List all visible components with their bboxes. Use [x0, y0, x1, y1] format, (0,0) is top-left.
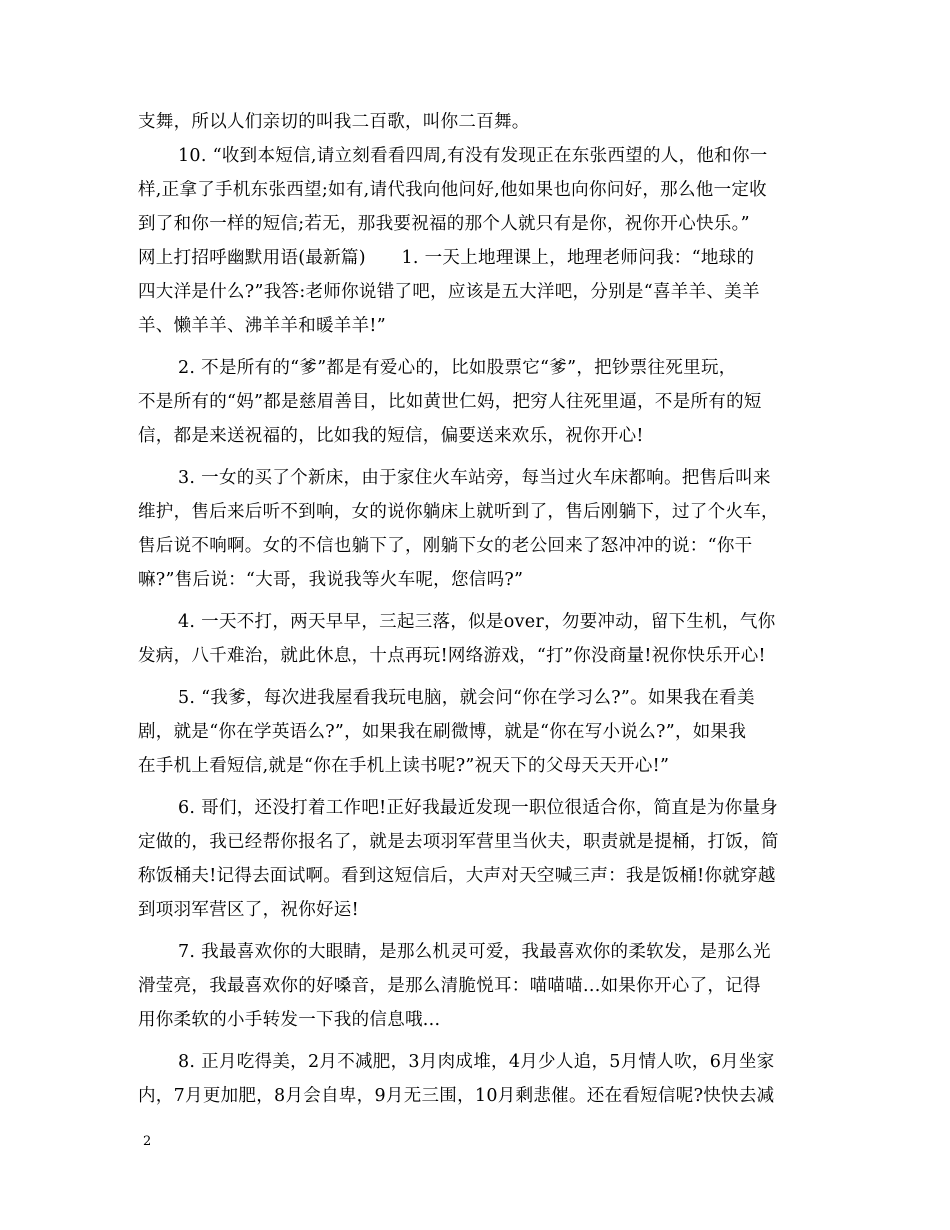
text-line: 羊、懒羊羊、沸羊羊和暖羊羊!” — [138, 316, 386, 336]
text-line: 到项羽军营区了，祝你好运! — [138, 900, 359, 920]
text-line: 5. “我爹，每次进我屋看我玩电脑，就会问“你在学习么?”。如果我在看美 — [178, 688, 755, 708]
text-line: 四大洋是什么?”我答:老师你说错了吧，应该是五大洋吧，分别是“喜羊羊、美羊 — [138, 282, 760, 302]
text-line: 不是所有的“妈”都是慈眉善目，比如黄世仁妈，把穷人往死里逼，不是所有的短 — [138, 392, 762, 412]
text-line: 维护，售后来后听不到响，女的说你躺床上就听到了，售后刚躺下，过了个火车， — [138, 502, 779, 522]
text-line: 内，7月更加肥，8月会自卑，9月无三围，10月剩悲催。还在看短信呢?快快去减 — [138, 1086, 775, 1106]
text-line: 定做的，我已经帮你报名了，就是去项羽军营里当伙夫，职责就是提桶，打饭，简 — [138, 832, 779, 852]
text-line: 3. 一女的买了个新床，由于家住火车站旁，每当过火车床都响。把售后叫来 — [178, 468, 771, 488]
text-line: 4. 一天不打，两天早早，三起三落，似是over，勿要冲动，留下生机，气你 — [178, 612, 776, 632]
text-line: 滑莹亮，我最喜欢你的好嗓音，是那么清脆悦耳：喵喵喵...如果你开心了，记得 — [138, 976, 761, 996]
text-line: 10. “收到本短信,请立刻看看四周,有没有发现正在东张西望的人，他和你一 — [178, 146, 768, 166]
text-line: 7. 我最喜欢你的大眼睛，是那么机灵可爱，我最喜欢你的柔软发，是那么光 — [178, 942, 771, 962]
text-line: 剧，就是“你在学英语么?”，如果我在刷微博，就是“你在写小说么?”，如果我 — [138, 722, 747, 742]
text-line: 用你柔软的小手转发一下我的信息哦... — [138, 1010, 441, 1030]
text-line: 发病，八千难治，就此休息，十点再玩!网络游戏，“打”你没商量!祝你快乐开心! — [138, 646, 766, 666]
text-line: 样,正拿了手机东张西望;如有,请代我向他问好,他如果也向你问好，那么他一定收 — [138, 180, 767, 200]
text-line: 支舞，所以人们亲切的叫我二百歌，叫你二百舞。 — [138, 112, 530, 132]
text-line: 售后说不响啊。女的不信也躺下了，刚躺下女的老公回来了怒冲冲的说：“你干 — [138, 536, 753, 556]
text-line: 到了和你一样的短信;若无，那我要祝福的那个人就只有是你，祝你开心快乐。” — [138, 214, 750, 234]
text-line: 网上打招呼幽默用语(最新篇) 1. 一天上地理课上，地理老师问我：“地球的 — [138, 248, 755, 268]
text-line: 嘛?”售后说：“大哥，我说我等火车呢，您信吗?” — [138, 570, 524, 590]
text-line: 在手机上看短信,就是“你在手机上读书呢?”祝天下的父母天天开心!” — [138, 756, 670, 776]
page-number: 2 — [143, 1134, 152, 1149]
text-line: 称饭桶夫!记得去面试啊。看到这短信后，大声对天空喊三声：我是饭桶!你就穿越 — [138, 866, 776, 886]
text-line: 2. 不是所有的“爹”都是有爱心的，比如股票它“爹”，把钞票往死里玩， — [178, 358, 737, 378]
text-line: 6. 哥们，还没打着工作吧!正好我最近发现一职位很适合你，简直是为你量身 — [178, 798, 779, 818]
text-line: 8. 正月吃得美，2月不减肥，3月肉成堆，4月少人追，5月情人吹，6月坐家 — [178, 1052, 775, 1072]
text-line: 信，都是来送祝福的，比如我的短信，偏要送来欢乐，祝你开心! — [138, 426, 644, 446]
